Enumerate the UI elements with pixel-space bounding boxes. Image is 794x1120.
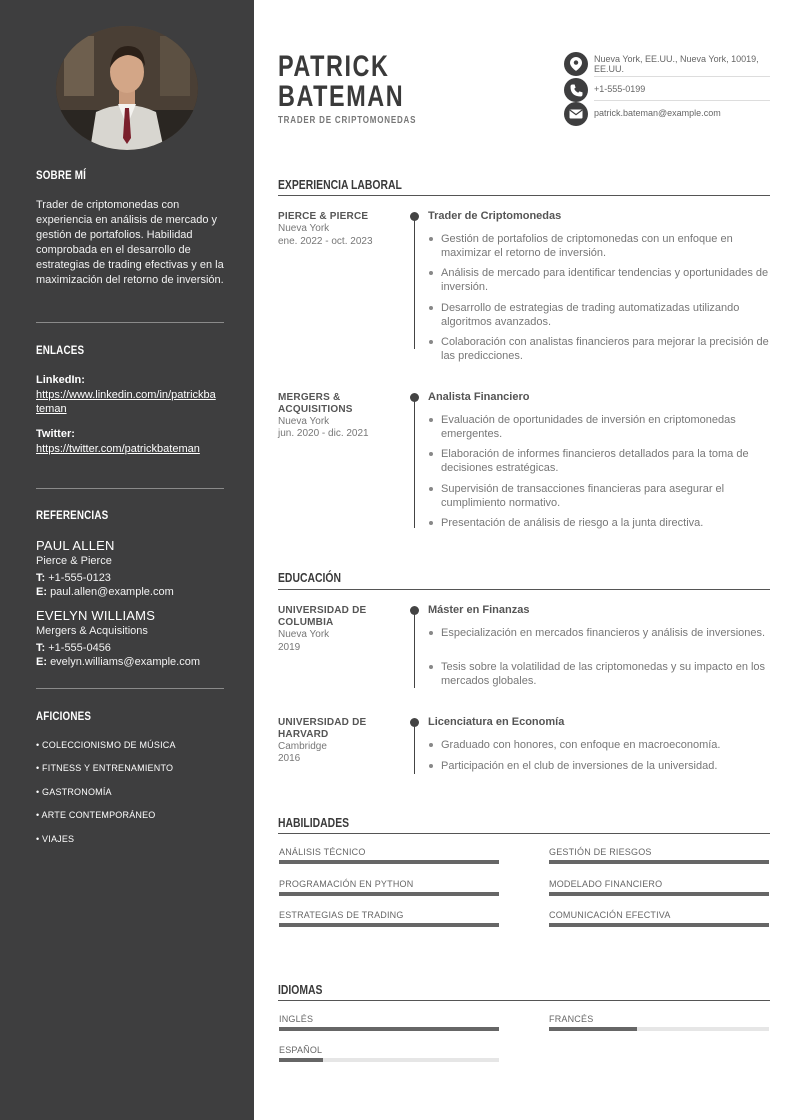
experience-heading: EXPERIENCIA LABORAL bbox=[278, 177, 402, 192]
job-bullet: Evaluación de oportunidades de inversión en criptomonedas emergentes. bbox=[441, 413, 771, 441]
job-bullet: Desarrollo de estrategias de trading automatizadas utilizando algoritmos avanzados. bbox=[441, 301, 771, 329]
twitter-label: Twitter: bbox=[36, 428, 75, 440]
profile-photo bbox=[56, 26, 198, 150]
job-dates: jun. 2020 - dic. 2021 bbox=[278, 428, 369, 439]
linkedin-label: LinkedIn: bbox=[36, 374, 85, 386]
timeline-line bbox=[414, 214, 415, 349]
phone-label: T: bbox=[36, 572, 46, 584]
skill-label: PROGRAMACIÓN EN PYTHON bbox=[279, 879, 414, 889]
language-label: FRANCÉS bbox=[549, 1014, 594, 1024]
phone-label: T: bbox=[36, 642, 46, 654]
languages-heading: IDIOMAS bbox=[278, 982, 323, 997]
references-heading: REFERENCIAS bbox=[36, 508, 109, 522]
email-label: E: bbox=[36, 656, 47, 668]
skill-label: ANÁLISIS TÉCNICO bbox=[279, 847, 366, 857]
job-title: TRADER DE CRIPTOMONEDAS bbox=[278, 115, 417, 126]
contact-divider bbox=[594, 100, 770, 101]
job-location: Nueva York bbox=[278, 416, 330, 427]
job-bullet: Análisis de mercado para identificar tendencias y oportunidades de inversión. bbox=[441, 266, 771, 294]
company-name: MERGERS & ACQUISITIONS bbox=[278, 392, 353, 415]
language-label: INGLÉS bbox=[279, 1014, 314, 1024]
skill-bar-fill bbox=[549, 923, 769, 927]
last-name: BATEMAN bbox=[278, 80, 405, 113]
email-value: paul.allen@example.com bbox=[50, 586, 174, 598]
phone-text[interactable]: +1-555-0199 bbox=[594, 84, 646, 94]
phone-icon bbox=[564, 78, 588, 102]
contact-divider bbox=[594, 76, 770, 77]
sidebar bbox=[0, 0, 254, 1120]
job-role: Analista Financiero bbox=[428, 391, 530, 403]
school-name: UNIVERSIDAD DE COLUMBIA bbox=[278, 605, 367, 628]
company-name: PIERCE & PIERCE bbox=[278, 211, 369, 222]
skill-label: MODELADO FINANCIERO bbox=[549, 879, 663, 889]
skill-bar-fill bbox=[279, 892, 499, 896]
hobby-item: • VIAJES bbox=[36, 834, 75, 844]
degree-title: Máster en Finanzas bbox=[428, 604, 530, 616]
email-label: E: bbox=[36, 586, 47, 598]
school-dates: 2019 bbox=[278, 642, 301, 653]
timeline-line bbox=[414, 608, 415, 688]
school-dates: 2016 bbox=[278, 753, 301, 764]
timeline-line bbox=[414, 720, 415, 774]
hobby-item: • COLECCIONISMO DE MÚSICA bbox=[36, 740, 176, 750]
school-name: UNIVERSIDAD DE HARVARD bbox=[278, 717, 367, 740]
reference-company: Pierce & Pierce bbox=[36, 555, 112, 567]
skill-label: GESTIÓN DE RIESGOS bbox=[549, 847, 652, 857]
about-text: Trader de criptomonedas con experiencia en análisis de mercado y gestión de portafolios. Habilidad comprobada en el desarrollo de estrategias de trading efectivas y en la maximización del retorno de inversión. bbox=[36, 199, 224, 286]
language-bar-fill bbox=[279, 1027, 499, 1031]
job-bullet: Elaboración de informes financieros detallados para la toma de decisiones estratégicas. bbox=[441, 447, 771, 475]
skill-bar bbox=[279, 860, 499, 864]
hobby-item: • ARTE CONTEMPORÁNEO bbox=[36, 810, 156, 820]
phone-value: +1-555-0456 bbox=[48, 642, 111, 654]
email-value: evelyn.williams@example.com bbox=[50, 656, 200, 668]
reference-email bbox=[36, 656, 200, 668]
language-bar-fill bbox=[279, 1058, 323, 1062]
language-bar bbox=[279, 1027, 499, 1031]
skill-bar-fill bbox=[279, 923, 499, 927]
job-bullet: Presentación de análisis de riesgo a la junta directiva. bbox=[441, 516, 771, 530]
linkedin-link[interactable]: https://www.linkedin.com/in/patrickbateman bbox=[36, 389, 216, 415]
timeline-dot bbox=[410, 606, 419, 615]
education-bullet: Tesis sobre la volatilidad de las criptomonedas y su impacto en los mercados globales. bbox=[441, 660, 771, 688]
education-bullet: Especialización en mercados financieros y análisis de inversiones. bbox=[441, 626, 771, 640]
reference-phone bbox=[36, 572, 111, 584]
reference-name: EVELYN WILLIAMS bbox=[36, 608, 156, 623]
location-text: Nueva York, EE.UU., Nueva York, 10019, EE.UU. bbox=[594, 54, 759, 74]
job-bullet: Colaboración con analistas financieros para mejorar la precisión de las predicciones. bbox=[441, 335, 771, 363]
phone-value: +1-555-0123 bbox=[48, 572, 111, 584]
skill-bar bbox=[549, 860, 769, 864]
skill-bar bbox=[279, 892, 499, 896]
school-location: Nueva York bbox=[278, 629, 330, 640]
sidebar-divider bbox=[36, 322, 224, 323]
links-heading: ENLACES bbox=[36, 343, 85, 357]
sidebar-divider bbox=[36, 688, 224, 689]
degree-title: Licenciatura en Economía bbox=[428, 716, 565, 728]
skill-bar bbox=[279, 923, 499, 927]
education-bullet: Graduado con honores, con enfoque en macroeconomía. bbox=[441, 738, 771, 752]
language-bar bbox=[279, 1058, 499, 1062]
reference-email bbox=[36, 586, 174, 598]
school-location: Cambridge bbox=[278, 741, 327, 752]
contact-location bbox=[564, 52, 770, 76]
language-label: ESPAÑOL bbox=[279, 1045, 323, 1055]
contact-phone bbox=[564, 78, 770, 102]
language-bar bbox=[549, 1027, 769, 1031]
timeline-dot bbox=[410, 393, 419, 402]
contact-email bbox=[564, 102, 770, 126]
job-dates: ene. 2022 - oct. 2023 bbox=[278, 236, 373, 247]
timeline-dot bbox=[410, 718, 419, 727]
location-icon bbox=[564, 52, 588, 76]
section-divider bbox=[278, 589, 770, 590]
job-bullet: Gestión de portafolios de criptomonedas con un enfoque en maximizar el retorno de inversión. bbox=[441, 232, 771, 260]
timeline-line bbox=[414, 395, 415, 528]
skill-bar-fill bbox=[279, 860, 499, 864]
skill-bar-fill bbox=[549, 860, 769, 864]
timeline-dot bbox=[410, 212, 419, 221]
first-name: PATRICK bbox=[278, 50, 390, 83]
job-bullet: Supervisión de transacciones financieras para asegurar el cumplimiento normativo. bbox=[441, 482, 771, 510]
job-role: Trader de Criptomonedas bbox=[428, 210, 562, 222]
reference-company: Mergers & Acquisitions bbox=[36, 625, 148, 637]
skills-heading: HABILIDADES bbox=[278, 815, 350, 830]
about-heading: SOBRE MÍ bbox=[36, 168, 86, 182]
portrait-illustration bbox=[56, 26, 198, 150]
skill-label: COMUNICACIÓN EFECTIVA bbox=[549, 910, 671, 920]
section-divider bbox=[278, 1000, 770, 1001]
education-bullet: Participación en el club de inversiones de la universidad. bbox=[441, 759, 771, 773]
sidebar-divider bbox=[36, 488, 224, 489]
hobby-item: • GASTRONOMÍA bbox=[36, 787, 112, 797]
section-divider bbox=[278, 833, 770, 834]
hobby-item: • FITNESS Y ENTRENAMIENTO bbox=[36, 763, 174, 773]
twitter-link[interactable]: https://twitter.com/patrickbateman bbox=[36, 443, 200, 455]
language-bar-fill bbox=[549, 1027, 637, 1031]
reference-phone bbox=[36, 642, 111, 654]
skill-label: ESTRATEGIAS DE TRADING bbox=[279, 910, 404, 920]
job-location: Nueva York bbox=[278, 223, 330, 234]
email-text[interactable]: patrick.bateman@example.com bbox=[594, 108, 721, 118]
skill-bar bbox=[549, 923, 769, 927]
hobbies-heading: AFICIONES bbox=[36, 709, 92, 723]
email-icon bbox=[564, 102, 588, 126]
section-divider bbox=[278, 195, 770, 196]
reference-name: PAUL ALLEN bbox=[36, 538, 115, 553]
skill-bar bbox=[549, 892, 769, 896]
education-heading: EDUCACIÓN bbox=[278, 570, 341, 585]
skill-bar-fill bbox=[549, 892, 769, 896]
